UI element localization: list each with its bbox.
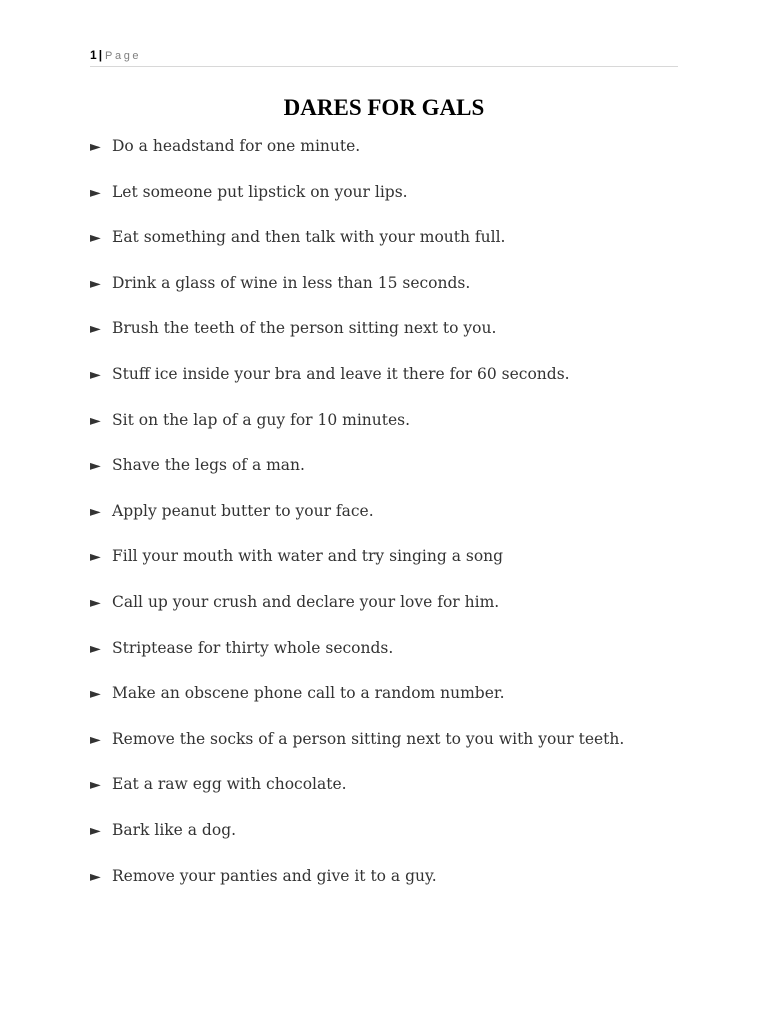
page-header [90, 46, 678, 67]
triangle-bullet-icon: ► [90, 366, 101, 383]
triangle-bullet-icon: ► [90, 822, 101, 839]
list-item [90, 225, 690, 271]
triangle-bullet-icon: ► [90, 549, 101, 566]
dare-text: Remove your panties and give it to a guy. [112, 866, 437, 885]
dare-text: Sit on the lap of a guy for 10 minutes. [112, 410, 411, 429]
list-item [90, 316, 690, 362]
list-item [90, 727, 690, 773]
list-item [90, 271, 690, 317]
triangle-bullet-icon: ► [90, 275, 101, 292]
triangle-bullet-icon: ► [90, 777, 101, 794]
list-item [90, 408, 690, 454]
triangle-bullet-icon: ► [90, 412, 101, 429]
page-separator: | [98, 48, 103, 62]
list-item [90, 134, 690, 180]
dare-text: Apply peanut butter to your face. [112, 501, 374, 520]
list-item [90, 636, 690, 682]
triangle-bullet-icon: ► [90, 139, 101, 155]
dare-text: Bark like a dog. [112, 820, 237, 839]
dare-text: Fill your mouth with water and try singing a song [112, 547, 504, 566]
triangle-bullet-icon: ► [90, 321, 101, 338]
dare-text: Drink a glass of wine in less than 15 seconds. [112, 273, 471, 292]
dare-text: Eat a raw egg with chocolate. [112, 775, 347, 794]
list-item [90, 818, 690, 864]
list-item [90, 453, 690, 499]
page-label: Page [105, 50, 142, 62]
dare-text: Remove the socks of a person sitting next to you with your teeth. [112, 729, 625, 748]
list-item [90, 544, 690, 590]
triangle-bullet-icon: ► [90, 731, 101, 748]
dare-text: Call up your crush and declare your love for him. [112, 592, 500, 611]
triangle-bullet-icon: ► [90, 594, 101, 611]
dare-text: Make an obscene phone call to a random number. [112, 684, 505, 703]
triangle-bullet-icon: ► [90, 640, 101, 657]
triangle-bullet-icon: ► [90, 686, 101, 703]
list-item [90, 864, 690, 910]
triangle-bullet-icon: ► [90, 868, 101, 885]
list-item [90, 772, 690, 818]
dare-text: Stuff ice inside your bra and leave it there for 60 seconds. [112, 364, 570, 383]
page-number: 1 [90, 48, 97, 62]
list-item [90, 590, 690, 636]
list-item [90, 180, 690, 226]
dare-text: Let someone put lipstick on your lips. [112, 182, 408, 201]
document-title: DARES FOR GALS [283, 95, 485, 120]
dare-text: Brush the teeth of the person sitting next to you. [112, 319, 497, 338]
dare-text: Eat something and then talk with your mouth full. [112, 228, 506, 247]
list-item [90, 681, 690, 727]
triangle-bullet-icon: ► [90, 184, 101, 201]
list-item [90, 362, 690, 408]
dare-text: Do a headstand for one minute. [112, 137, 361, 155]
dare-text: Shave the legs of a man. [112, 456, 305, 475]
triangle-bullet-icon: ► [90, 458, 101, 475]
triangle-bullet-icon: ► [90, 503, 101, 520]
list-item [90, 499, 690, 545]
triangle-bullet-icon: ► [90, 230, 101, 247]
dare-list [90, 134, 690, 909]
dare-text: Striptease for thirty whole seconds. [112, 638, 394, 657]
